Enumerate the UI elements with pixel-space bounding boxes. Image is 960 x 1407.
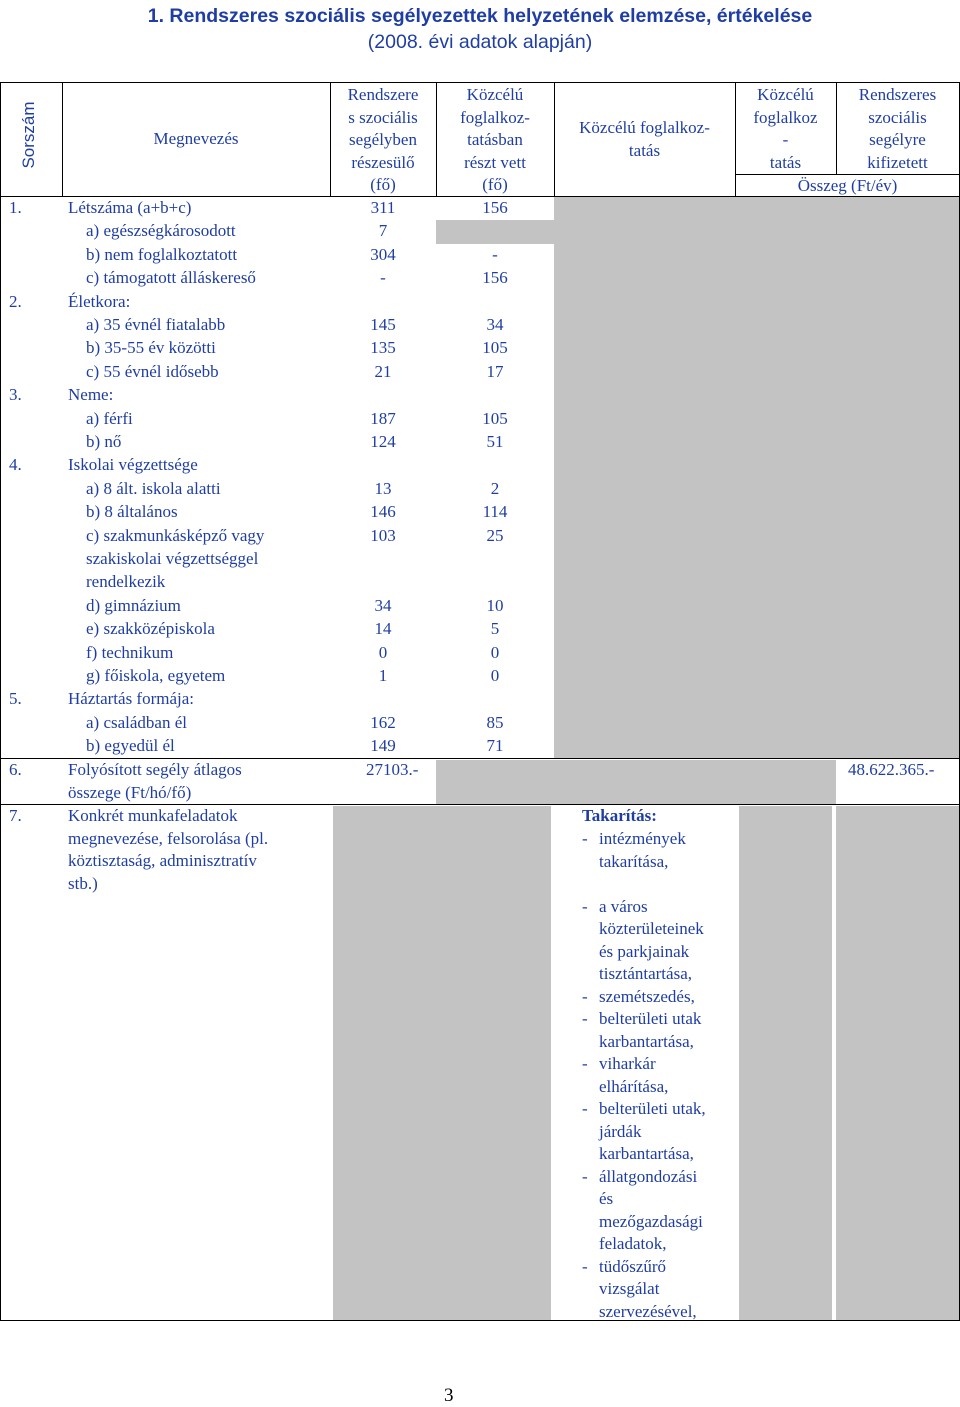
task-item: takarítása, [599,851,669,871]
table-border [0,82,960,83]
gray-cell [836,806,960,1320]
gray-cell [739,806,832,1320]
row-label: a) 35 évnél fiatalabb [86,315,226,334]
row-value-kozcelu: 156 [482,268,508,288]
task-bullet: - [582,986,588,1006]
row-label: c) szakmunkásképző vagy [86,525,265,545]
row-label: c) támogatott álláskereső [86,268,256,288]
row-label: rendelkezik [86,572,166,592]
row-value-rsz: 145 [370,315,396,334]
task-item: vizsgálat [599,1279,660,1298]
row-value-rsz: 149 [370,736,396,756]
task-item: tisztántartása, [599,964,692,983]
row-label: g) főiskola, egyetem [86,666,226,685]
row-value-kozcelu: 114 [482,502,508,522]
row-label: összege (Ft/hó/fő) [68,783,192,802]
header-kozcelu-foglalkoztatas: Közcélú foglalkoz- tatás [579,118,710,160]
row-label: Létszáma (a+b+c) [68,198,192,217]
header-kozcelu-osszeg: Közcélú foglalkoz - tatás [753,85,818,172]
header-sorszam: Sorszám [19,101,38,169]
row-value-kozcelu: 156 [482,198,508,217]
row-value-kozcelu: 25 [486,525,504,545]
document-title: 1. Rendszeres szociális segélyezettek helyzetének elemzése, értékelése [147,5,813,27]
row-value-rsz: 162 [370,712,396,732]
row-value-rsz: 187 [370,408,396,428]
task-bullet: - [582,1256,588,1276]
task-item: közterületeinek [599,919,704,938]
document-subtitle: (2008. évi adatok alapján) [367,31,593,53]
gray-cell [436,760,554,804]
row-number: 3. [9,385,22,405]
row-value-rsz: 311 [370,198,396,217]
row-value-rsz: 7 [378,221,388,241]
table-border [0,1320,960,1321]
row-label: szakiskolai végzettséggel [86,549,259,568]
row6-rsz-value: 27103.- [366,760,419,779]
row-value-kozcelu: 0 [490,666,500,685]
row-label: Neme: [68,385,114,405]
row-number: 5. [9,689,22,709]
row-value-kozcelu: 85 [486,712,504,732]
task-item: szervezésével, [599,1301,697,1321]
row-value-rsz: 34 [374,595,392,615]
gray-cell [436,220,554,244]
task-bullet: - [582,1099,588,1118]
task-item: mezőgazdasági [599,1211,703,1231]
row-value-rsz: 1 [378,666,388,685]
task-bullet: - [582,1166,588,1186]
task-item: elhárítása, [599,1076,669,1096]
gray-cell [554,760,646,804]
row-value-rsz: 103 [370,525,396,545]
row-value-kozcelu: 34 [486,315,504,334]
gray-cell [333,806,551,1320]
row-label: b) nem foglalkoztatott [86,244,238,264]
row-value-rsz: 14 [374,619,392,639]
row-label: b) egyedül él [86,736,175,756]
row-label: Folyósított segély átlagos [68,760,242,779]
row-label: Iskolai végzettsége [68,455,198,475]
row-number: 7. [9,806,22,825]
task-bullet: - [582,829,588,848]
task-bullet: - [582,1009,588,1028]
row-number: 1. [9,198,22,217]
row-label: b) 35-55 év közötti [86,338,216,358]
row-label: f) technikum [86,642,174,662]
row-value-rsz: 0 [378,642,388,662]
task-item: belterületi utak [599,1009,702,1028]
row-number: 2. [9,291,22,311]
row-label: a) egészségkárosodott [86,221,236,241]
task-item: tüdőszűrő [599,1256,667,1276]
row-number: 6. [9,760,22,779]
header-kozcelu-reszt-vett: Közcélú foglalkoz- tatásban részt vett (fő) [460,85,530,194]
row-value-rsz: 135 [370,338,396,358]
row-value-rsz: - [380,268,386,288]
row-value-kozcelu: - [492,244,498,264]
row-value-kozcelu: 71 [486,736,504,756]
task-item: karbantartása, [599,1144,694,1163]
task-item: viharkár [599,1054,656,1073]
row-value-kozcelu: 0 [490,642,500,662]
row-label: Életkora: [68,291,131,311]
row-value-kozcelu: 2 [490,478,500,498]
row-value-kozcelu: 17 [486,361,504,381]
task-item: belterületi utak, [599,1099,706,1118]
row-value-kozcelu: 5 [490,619,500,639]
task-item: állatgondozási [599,1166,698,1186]
task-item: a város [599,896,648,916]
row-value-kozcelu: 105 [482,338,508,358]
row-value-rsz: 304 [370,244,396,264]
row-value-rsz: 146 [370,502,396,522]
task-item: karbantartása, [599,1031,694,1051]
tasks-title: Takarítás: [582,806,657,825]
row-label: Háztartás formája: [68,689,195,709]
row-label: e) szakközépiskola [86,619,215,639]
task-item: járdák [599,1121,642,1141]
header-osszeg: Összeg (Ft/év) [797,176,898,195]
row-number: 4. [9,455,22,475]
task-item: és parkjainak [599,941,690,961]
header-rsz-segelyben: Rendszere s szociális segélyben részesülő (fő) [347,85,419,194]
page-number: 3 [444,1385,454,1406]
row-label: d) gimnázium [86,595,181,615]
row-label: a) férfi [86,408,133,428]
header-rsz-kifizetett: Rendszeres szociális segélyre kifizetett [858,85,937,172]
task-item: és [599,1189,614,1208]
row-value-kozcelu: 51 [486,432,504,451]
table-border [0,82,1,1321]
gray-cell [554,196,960,758]
row-value-rsz: 21 [374,361,392,381]
task-bullet: - [582,896,588,916]
row-value-rsz: 13 [374,478,392,498]
header-megnevezes: Megnevezés [153,129,239,148]
row-label: b) 8 általános [86,502,178,522]
row-label: b) nő [86,432,122,451]
row-label: a) 8 ált. iskola alatti [86,478,221,498]
task-item: intézmények [599,829,686,848]
task-item: szemétszedés, [599,986,695,1006]
row-label: c) 55 évnél idősebb [86,361,219,381]
row6-total-value: 48.622.365.- [848,760,935,779]
row-value-kozcelu: 105 [482,408,508,428]
row-value-rsz: 124 [370,432,396,451]
gray-cell [646,760,836,804]
task-item: feladatok, [599,1234,667,1253]
row-label: a) családban él [86,712,187,732]
row-value-kozcelu: 10 [486,595,504,615]
task-bullet: - [582,1054,588,1073]
